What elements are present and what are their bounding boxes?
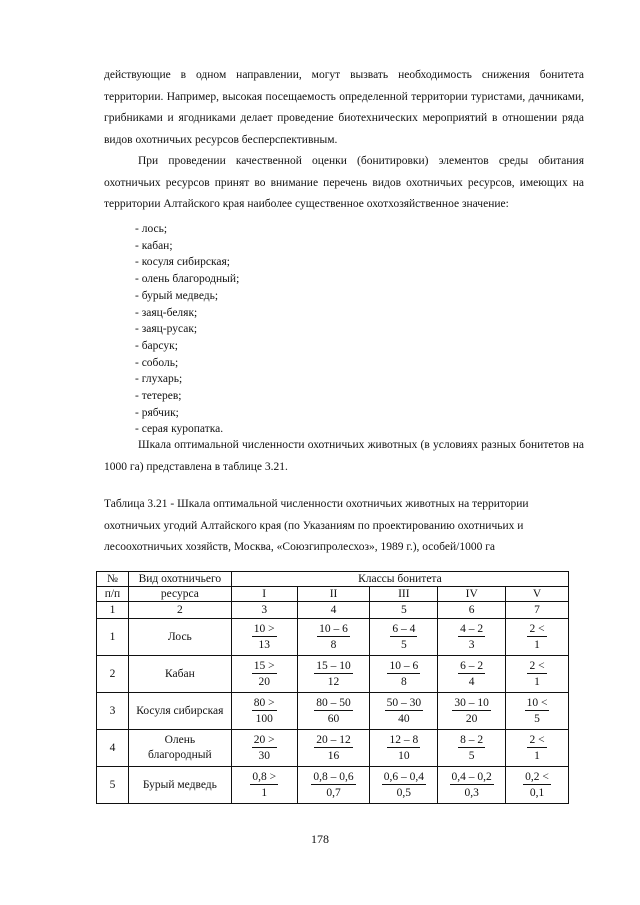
optimal-value: 8 xyxy=(330,639,337,651)
density-cell xyxy=(438,656,506,693)
column-number: 6 xyxy=(438,602,506,619)
list-item: - бурый медведь; xyxy=(135,289,219,302)
range-value: 30 – 10 xyxy=(454,697,489,709)
density-cell xyxy=(297,730,370,767)
density-cell xyxy=(438,730,506,767)
table-row xyxy=(97,730,569,767)
range-value: 20 > xyxy=(253,734,275,746)
density-cell xyxy=(370,619,438,656)
optimal-value: 30 xyxy=(258,750,270,762)
density-cell xyxy=(297,767,370,804)
list-item: - заяц-русак; xyxy=(135,323,198,336)
list-item: - барсук; xyxy=(135,339,178,352)
header-classes: Классы бонитета xyxy=(231,572,568,587)
density-cell xyxy=(231,730,297,767)
optimal-value: 10 xyxy=(398,750,410,762)
density-cell xyxy=(506,693,569,730)
list-item: - рябчик; xyxy=(135,406,179,419)
optimal-value: 5 xyxy=(468,750,475,762)
row-number: 2 xyxy=(97,656,129,693)
density-cell xyxy=(370,656,438,693)
range-value: 2 < xyxy=(529,734,545,746)
density-cell xyxy=(506,619,569,656)
table-row xyxy=(97,656,569,693)
density-cell xyxy=(506,656,569,693)
optimal-value: 8 xyxy=(400,676,407,688)
list-item: - глухарь; xyxy=(135,373,183,386)
column-number: 1 xyxy=(97,602,129,619)
optimal-value: 12 xyxy=(327,676,340,688)
range-value: 15 > xyxy=(253,660,275,672)
range-value: 10 – 6 xyxy=(319,623,348,635)
range-value: 0,2 < xyxy=(525,771,549,783)
density-cell xyxy=(370,767,438,804)
range-value: 8 – 2 xyxy=(460,734,484,746)
row-number: 1 xyxy=(97,619,129,656)
list-item: - косуля сибирская; xyxy=(135,256,230,269)
list-item: - заяц-беляк; xyxy=(135,306,198,319)
density-cell xyxy=(231,693,297,730)
header-number-sub: п/п xyxy=(97,587,129,602)
optimal-value: 3 xyxy=(468,639,475,651)
range-value: 12 – 8 xyxy=(389,734,419,746)
table-row xyxy=(97,767,569,804)
paragraph-2: При проведении качественной оценки (бонитировки) элементов среды обитания охотничьих ресурсов принят во внимание перечень видов охотничьих ресурсов, имеющих на территории Алтайского края наиболее существенное охотхозяйственное значение: xyxy=(104,155,584,210)
paragraph-3: Шкала оптимальной численности охотничьих животных (в условиях разных бонитетов на 1000 га) представлена в таблице 3.21. xyxy=(104,439,584,473)
optimal-value: 20 xyxy=(258,676,270,688)
optimal-value: 40 xyxy=(398,713,410,725)
density-cell xyxy=(231,619,297,656)
range-value: 0,8 – 0,6 xyxy=(313,771,354,783)
density-cell xyxy=(438,619,506,656)
species-name: Лось xyxy=(128,619,231,656)
optimal-value: 20 xyxy=(465,713,478,725)
page-number: 178 xyxy=(311,832,329,846)
optimal-value: 5 xyxy=(400,639,407,651)
density-cell xyxy=(506,730,569,767)
header-number: № xyxy=(97,572,129,587)
optimal-value: 0,5 xyxy=(396,787,412,799)
column-number: 4 xyxy=(297,602,370,619)
column-number: 7 xyxy=(506,602,569,619)
list-item: - кабан; xyxy=(135,239,173,252)
column-number: 2 xyxy=(128,602,231,619)
range-value: 10 – 6 xyxy=(389,660,419,672)
optimal-value: 0,3 xyxy=(464,787,479,799)
range-value: 80 – 50 xyxy=(316,697,351,709)
density-cell xyxy=(297,619,370,656)
species-name: Косуля сибирская xyxy=(128,693,231,730)
class-header: IV xyxy=(438,587,506,602)
density-cell xyxy=(370,693,438,730)
row-number: 4 xyxy=(97,730,129,767)
species-name xyxy=(128,730,231,767)
range-value: 2 < xyxy=(529,623,545,635)
range-value: 10 < xyxy=(526,697,548,709)
range-value: 80 > xyxy=(253,697,275,709)
density-cell xyxy=(438,693,506,730)
class-header: III xyxy=(370,587,438,602)
row-number: 3 xyxy=(97,693,129,730)
list-item: - соболь; xyxy=(135,356,179,369)
list-item: - олень благородный; xyxy=(135,273,240,286)
paragraph-1: действующие в одном направлении, могут вызвать необходимость снижения бонитета территории. Например, высокая посещаемость определенной территории туристами, дачниками, грибниками и ягодниками делает проведение биотехнических мероприятий в отношении ряда видов охотничьих ресурсов бесперспективным. xyxy=(104,69,584,146)
range-value: 0,6 – 0,4 xyxy=(383,771,424,783)
class-header: II xyxy=(297,587,370,602)
species-name: Кабан xyxy=(128,656,231,693)
list-item: - лось; xyxy=(135,223,168,235)
column-number: 5 xyxy=(370,602,438,619)
density-cell xyxy=(506,767,569,804)
range-value: 20 – 12 xyxy=(316,734,351,746)
range-value: 6 – 2 xyxy=(460,660,484,672)
optimal-value: 13 xyxy=(258,639,270,651)
list-item: - тетерев; xyxy=(135,390,182,403)
list-item: - серая куропатка. xyxy=(135,423,224,436)
table-row xyxy=(97,693,569,730)
species-name: Бурый медведь xyxy=(128,767,231,804)
density-cell xyxy=(297,693,370,730)
species-list xyxy=(135,221,239,438)
column-number: 3 xyxy=(231,602,297,619)
range-value: 50 – 30 xyxy=(386,697,422,709)
density-cell xyxy=(231,656,297,693)
density-cell xyxy=(231,767,297,804)
optimal-value: 1 xyxy=(534,676,540,688)
range-value: 10 > xyxy=(253,623,275,635)
class-header: V xyxy=(506,587,569,602)
optimal-value: 5 xyxy=(534,713,540,725)
range-value: 2 < xyxy=(529,660,545,672)
density-cell xyxy=(297,656,370,693)
density-cell xyxy=(370,730,438,767)
table-row xyxy=(97,619,569,656)
range-value: 4 – 2 xyxy=(460,623,484,635)
class-header: I xyxy=(231,587,297,602)
table-caption: Таблица 3.21 - Шкала оптимальной численности охотничьих животных на территории охотничьих угодий Алтайского края (по Указаниям по проектированию охотничьих и лесоохотничьих хозяйств, Москва, «Союзгипролесхоз», 1989 г.), особей/1000 га xyxy=(104,498,529,553)
optimal-value: 16 xyxy=(327,750,340,762)
species-name-line: Олень xyxy=(164,734,196,746)
species-name-line: благородный xyxy=(148,749,212,761)
optimal-value: 60 xyxy=(327,713,340,725)
optimal-value: 100 xyxy=(255,713,273,725)
range-value: 6 – 4 xyxy=(392,623,416,635)
density-cell xyxy=(438,767,506,804)
optimal-value: 1 xyxy=(534,639,540,651)
header-species-sub: ресурса xyxy=(128,587,231,602)
optimal-value: 0,7 xyxy=(326,787,341,799)
bonitet-table xyxy=(96,571,569,804)
optimal-value: 1 xyxy=(534,750,540,762)
optimal-value: 4 xyxy=(468,676,475,688)
range-value: 15 – 10 xyxy=(316,660,351,672)
range-value: 0,4 – 0,2 xyxy=(451,771,492,783)
optimal-value: 0,1 xyxy=(529,787,545,799)
optimal-value: 1 xyxy=(261,787,268,799)
row-number: 5 xyxy=(97,767,129,804)
header-species: Вид охотничьего xyxy=(128,572,231,587)
range-value: 0,8 > xyxy=(252,771,277,783)
